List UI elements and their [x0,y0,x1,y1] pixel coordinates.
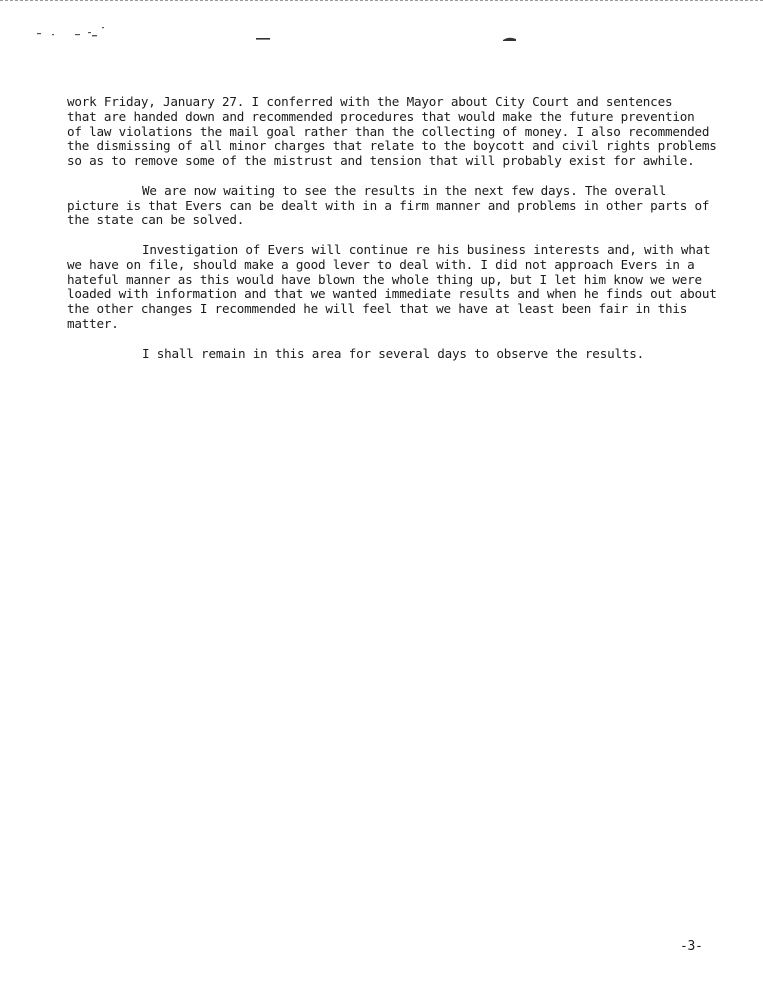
paragraph-4: I shall remain in this area for several days to observe the results. [142,345,644,361]
paragraph-2: We are now waiting to see the results in the next few days. The overall picture is that Evers can be dealt with in a firm manner and problems in other parts of the state can be solved. [67,182,710,228]
scan-specks [0,0,763,60]
paragraph-1: work Friday, January 27. I conferred with the Mayor about City Court and sentences that are handed down and recommended procedures that would make the future prevention of law violations the mail goal rather than the collecting of money. I also recommended the dismissing of all minor charges that relate to the boycott and civil rights problems so as to remove some of the mistrust and tension that will probably exist for awhile. [67,94,717,169]
speck-center [256,38,270,40]
speck-right [503,38,516,41]
letter-body [67,95,731,376]
page-number: -3- [680,939,703,954]
speck-group-left [37,27,104,36]
paragraph-3: Investigation of Evers will continue re his business interests and, with what we have on file, should make a good lever to deal with. I did not approach Evers in a hateful manner as this would have blown the whole thing up, but I let him know we were loaded with information and that we wanted immediate results and when he finds out about the other changes I recommended he will feel that we have at least been fair in this matter. [67,241,717,331]
